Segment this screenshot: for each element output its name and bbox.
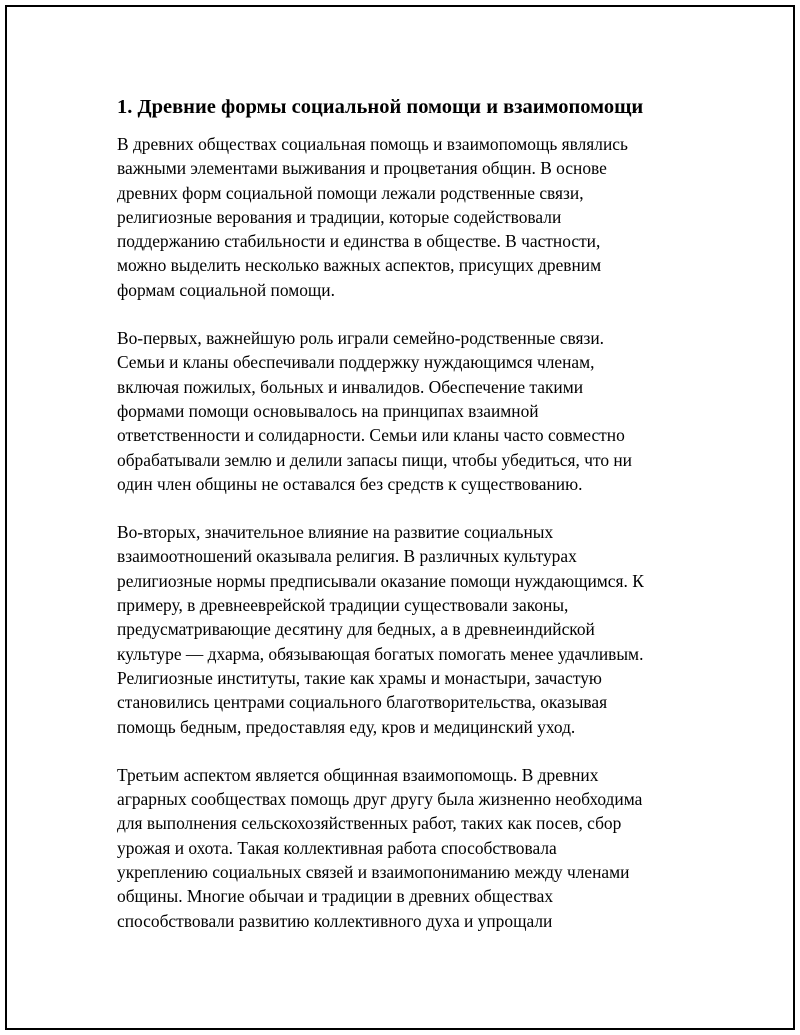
text-line: один член общины не оставался без средств к существованию.: [117, 473, 583, 494]
text-line: для выполнения сельскохозяйственных работ, таких как посев, сбор: [117, 813, 622, 834]
paragraph-2: [117, 326, 692, 496]
text-line: становились центрами социального благотворительства, оказывая: [117, 692, 608, 713]
text-line: Религиозные институты, такие как храмы и монастыри, зачастую: [117, 667, 602, 688]
text-line: урожая и охота. Такая коллективная работа способствовала: [117, 837, 557, 858]
paragraph-3: [117, 520, 692, 739]
text-line: включая пожилых, больных и инвалидов. Обеспечение такими: [117, 376, 584, 397]
text-line: взаимоотношений оказывала религия. В различных культурах: [117, 546, 577, 567]
text-line: Семьи и кланы обеспечивали поддержку нуждающимся членам,: [117, 352, 595, 373]
text-line: укреплению социальных связей и взаимопониманию между членами: [117, 862, 630, 883]
document-body: [117, 92, 692, 957]
text-line: поддержанию стабильности и единства в обществе. В частности,: [117, 231, 601, 252]
text-line: религиозные нормы предписывали оказание помощи нуждающимся. К: [117, 570, 644, 591]
text-line: предусматривающие десятину для бедных, а в древнеиндийской: [117, 619, 595, 640]
text-line: аграрных сообществах помощь друг другу была жизненно необходима: [117, 789, 643, 810]
text-line: Во-первых, важнейшую роль играли семейно-родственные связи.: [117, 328, 604, 349]
text-line: формам социальной помощи.: [117, 279, 335, 300]
text-line: ответственности и солидарности. Семьи или кланы часто совместно: [117, 425, 625, 446]
paragraph-1: [117, 132, 692, 302]
text-line: Третьим аспектом является общинная взаимопомощь. В древних: [117, 764, 599, 785]
text-line: помощь бедным, предоставляя еду, кров и медицинский уход.: [117, 716, 576, 737]
text-line: формами помощи основывалось на принципах взаимной: [117, 400, 539, 421]
text-line: примеру, в древнееврейской традиции существовали законы,: [117, 595, 569, 616]
text-line: религиозные верования и традиции, которые содействовали: [117, 206, 562, 227]
text-line: важными элементами выживания и процветания общин. В основе: [117, 158, 607, 179]
text-line: В древних обществах социальная помощь и взаимопомощь являлись: [117, 134, 628, 154]
text-line: способствовали развитию коллективного духа и упрощали: [117, 910, 553, 931]
text-line: общины. Многие обычаи и традиции в древних обществах: [117, 886, 554, 907]
text-line: культуре — дхарма, обязывающая богатых помогать менее удачливым.: [117, 643, 644, 664]
section-heading: 1. Древние формы социальной помощи и взаимопомощи: [117, 96, 644, 118]
text-line: обрабатывали землю и делили запасы пищи, чтобы убедиться, что ни: [117, 449, 632, 470]
text-line: древних форм социальной помощи лежали родственные связи,: [117, 182, 584, 203]
paragraph-4: [117, 763, 692, 933]
text-line: Во-вторых, значительное влияние на развитие социальных: [117, 522, 554, 543]
text-line: можно выделить несколько важных аспектов, присущих древним: [117, 255, 602, 276]
